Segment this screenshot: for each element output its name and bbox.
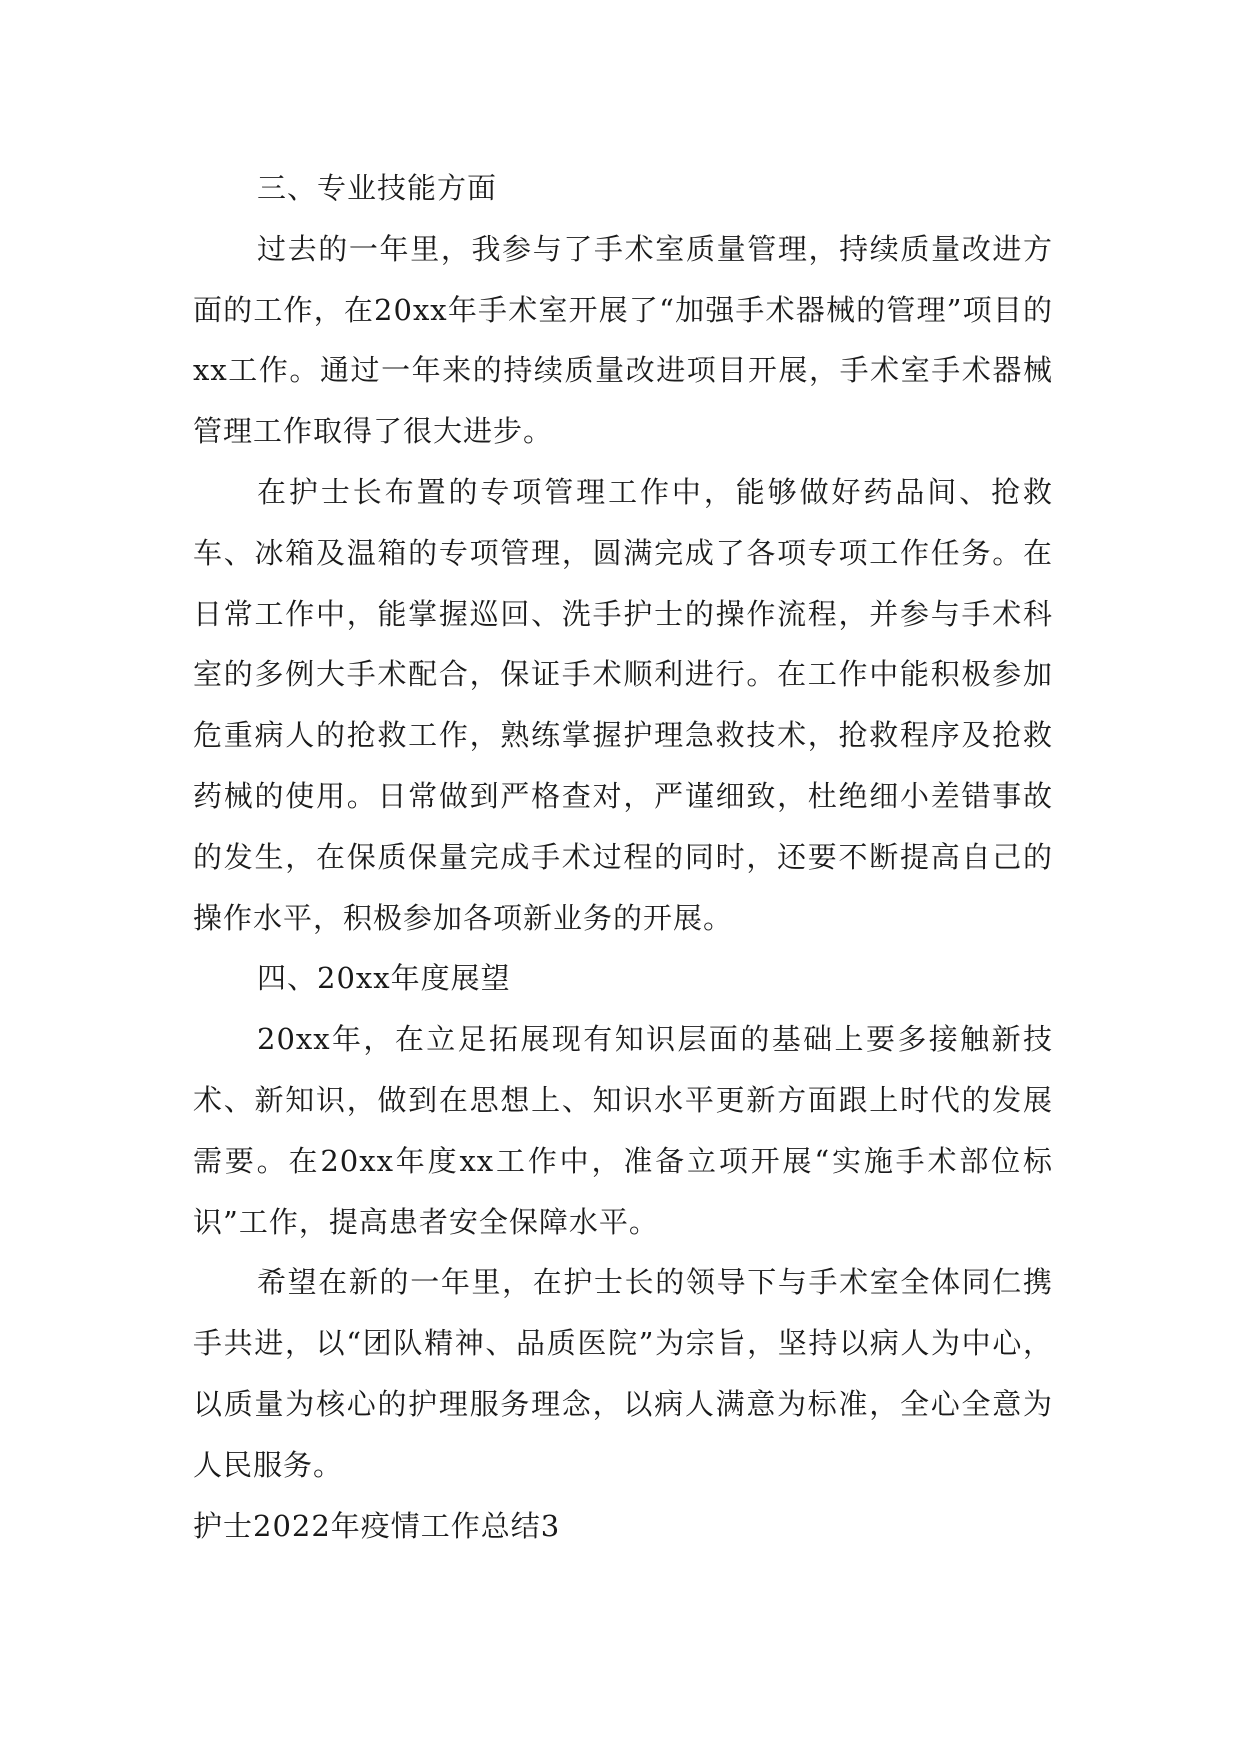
paragraph-hope: 希望在新的一年里，在护士长的领导下与手术室全体同仁携手共进，以“团队精神、品质医院”为宗旨，坚持以病人为中心，以质量为核心的护理服务理念，以病人满意为标准，全心全意为人民服务。 [193,1265,1053,1482]
paragraph-new-knowledge: 20xx年，在立足拓展现有知识层面的基础上要多接触新技术、新知识，做到在思想上、知识水平更新方面跟上时代的发展需要。在20xx年度xx工作中，准备立项开展“实施手术部位标识”工作，提高患者安全保障水平。 [193,1022,1053,1239]
section-heading-skills: 三、专业技能方面 [257,171,498,205]
document-body [193,158,1053,1556]
next-document-title: 护士2022年疫情工作总结3 [193,1508,561,1543]
paragraph-quality-management: 过去的一年里，我参与了手术室质量管理，持续质量改进方面的工作，在20xx年手术室开展了“加强手术器械的管理”项目的xx工作。通过一年来的持续质量改进项目开展，手术室手术器械管理工作取得了很大进步。 [193,231,1053,449]
section-heading-outlook: 四、20xx年度展望 [257,961,511,996]
paragraph-special-management: 在护士长布置的专项管理工作中，能够做好药品间、抢救车、冰箱及温箱的专项管理，圆满完成了各项专项工作任务。在日常工作中，能掌握巡回、洗手护士的操作流程，并参与手术科室的多例大手术配合，保证手术顺利进行。在工作中能积极参加危重病人的抢救工作，熟练掌握护理急救技术，抢救程序及抢救药械的使用。日常做到严格查对，严谨细致，杜绝细小差错事故的发生，在保质保量完成手术过程的同时，还要不断提高自己的操作水平，积极参加各项新业务的开展。 [193,474,1053,935]
